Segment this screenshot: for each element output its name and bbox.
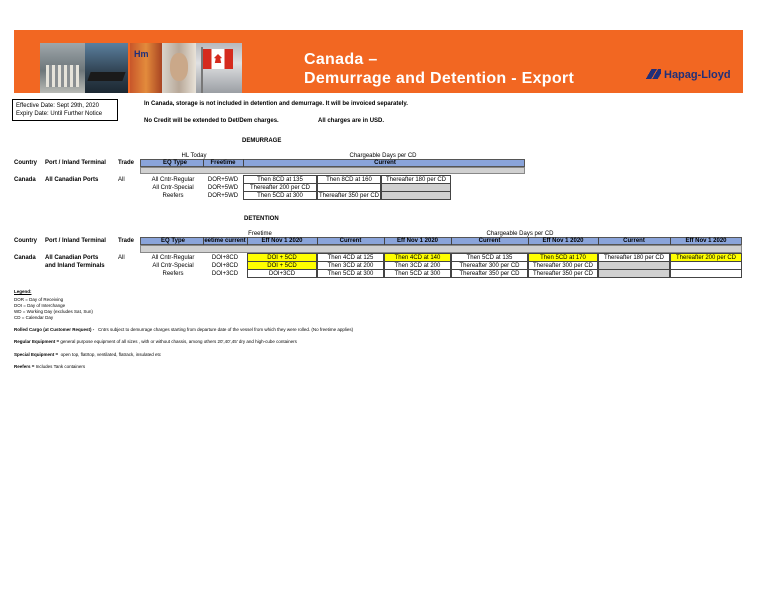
storage-note: In Canada, storage is not included in detention and demurrage. It will be invoiced separately. (144, 101, 408, 107)
det-row2-free-eff: DOI + 5CD (247, 261, 317, 270)
dem-row1-eq: All Cntr-Regular (151, 177, 195, 183)
legend-reefers-label: Reefers = (14, 364, 35, 369)
legend-cd: CD = Calendar Day (14, 315, 54, 320)
logo-text: Hapag-Lloyd (664, 69, 731, 81)
det-row1-free-eff: DOI + 5CD (247, 253, 317, 262)
canada-flag-icon (203, 49, 233, 69)
detention-title: DETENTION (244, 216, 279, 222)
det-col-trade: Trade (118, 238, 135, 244)
det-chargeable-label: Chargeable Days per CD (486, 231, 554, 237)
dem-row1-c2: Then 8CD at 160 (317, 175, 381, 184)
dem-trade: All (118, 177, 125, 183)
page-title-line1: Canada – (304, 51, 378, 68)
det-col-free-current: eetime current (204, 238, 246, 244)
header-banner (14, 30, 743, 93)
det-col-eff2: Eff Nov 1 2020 (542, 238, 584, 244)
det-row1-e1: Then 4CD at 140 (384, 253, 451, 262)
det-trade: All (118, 255, 125, 261)
det-row3-free-eff: DOI+3CD (247, 269, 317, 278)
det-row2-e1: Then 3CD at 200 (384, 261, 451, 270)
page-title-line2: Demurrage and Detention - Export (304, 70, 575, 87)
det-row3-e1: Then 5CD at 300 (384, 269, 451, 278)
det-row3-c2: Thereafter 350 per CD (451, 269, 528, 278)
det-col-free-eff: Eff Nov 1 2020 (261, 238, 303, 244)
legend-dor: DOR = Day of Receiving (14, 297, 64, 302)
demurrage-title: DEMURRAGE (242, 138, 282, 144)
det-row3-free-cur: DOI+3CD (211, 271, 239, 277)
canada-flag-photo (196, 43, 242, 93)
hapag-lloyd-logo (645, 69, 731, 81)
dem-row3-c1: Then 5CD at 300 (243, 191, 317, 200)
dem-row1-c3: Thereafter 180 per CD (381, 175, 451, 184)
demurrage-spacer-bar (140, 167, 525, 174)
legend-regular (14, 339, 297, 345)
legend-special-label: Special Equipment = (14, 352, 59, 357)
legend-regular-label: Regular Equipment = (14, 339, 60, 344)
det-row3-c3 (598, 269, 670, 278)
det-port-line2: and Inland Terminals (45, 263, 105, 269)
dem-col-eq: EQ Type (163, 160, 187, 166)
dem-row3-free: DOR+5WD (207, 193, 239, 199)
detention-spacer-bar (140, 245, 742, 253)
det-row2-c1: Then 3CD at 200 (317, 261, 384, 270)
legend-special-text: open top, flatrtop, ventilated, flatrack, insulated etc (60, 352, 161, 357)
currency-note: All charges are in USD. (318, 118, 385, 124)
dem-country: Canada (14, 177, 36, 183)
det-row2-c2: Thereafter 300 per CD (451, 261, 528, 270)
dem-row2-c1: Thereafter 200 per CD (243, 183, 317, 192)
legend-wd: WD = Working Day (excludes Sat, Sun) (14, 309, 93, 314)
dem-col-freetime: Freetime (210, 160, 236, 166)
legend-special (14, 352, 161, 358)
container-photo (130, 43, 162, 93)
dem-row3-eq: Reefers (162, 193, 184, 199)
legend-reefers (14, 364, 85, 370)
det-col-cur1: Current (339, 238, 362, 244)
dem-col-current: Current (374, 160, 396, 166)
det-country: Canada (14, 255, 36, 261)
legend-title: Legend: (14, 289, 32, 294)
people-photo (162, 43, 196, 93)
dem-col-country: Country (14, 160, 37, 166)
det-row3-eq: Reefers (162, 271, 184, 277)
det-row1-eq: All Cntr-Regular (151, 255, 195, 261)
legend-regular-text: general purpose equipment of all sizes , with or without chassis, among others 20',40',45' dry and high-cube containers (60, 339, 297, 344)
det-col-eff3: Eff Nov 1 2020 (685, 238, 727, 244)
det-col-port: Port / Inland Terminal (45, 238, 106, 244)
legend-rolled-label: Rolled Cargo (at Customer Request) - (14, 327, 95, 332)
legend-reefers-text: Includes Tank containers (35, 364, 86, 369)
det-row1-c2: Then 5CD at 135 (451, 253, 528, 262)
det-row3-c1: Then 5CD at 300 (317, 269, 384, 278)
credit-note: No Credit will be extended to Det/Dem charges. (144, 118, 279, 124)
det-row1-c1: Then 4CD at 125 (317, 253, 384, 262)
dem-col-trade: Trade (118, 160, 135, 166)
det-col-cur3: Current (623, 238, 645, 244)
det-row1-e2: Then 5CD at 170 (528, 253, 598, 262)
container-logo-text: Hm (134, 49, 149, 59)
det-row2-e2: Thereafter 300 per CD (528, 261, 598, 270)
legend-rolled (14, 327, 353, 333)
legend-doi: DOI = Day of Interchange (14, 303, 66, 308)
det-col-eff1: Eff Nov 1 2020 (396, 238, 439, 244)
det-row1-free-cur: DOI+8CD (211, 255, 239, 261)
dem-row2-free: DOR+5WD (207, 185, 239, 191)
det-port-line1: All Canadian Ports (45, 255, 99, 261)
building-photo (40, 43, 85, 93)
dem-row1-c1: Then 8CD at 135 (243, 175, 317, 184)
det-row1-e3: Thereafter 200 per CD (670, 253, 742, 262)
expiry-date: Expiry Date: Until Further Notice (16, 111, 103, 117)
det-freetime-label: Freetime (248, 231, 272, 237)
det-row3-e3 (670, 269, 742, 278)
dem-row2-eq: All Cntr-Special (152, 185, 194, 191)
det-row2-eq: All Cntr-Special (152, 263, 194, 269)
dem-col-port: Port / Inland Terminal (45, 160, 106, 166)
det-col-cur2: Current (478, 238, 501, 244)
validity-box (12, 99, 118, 121)
det-col-eq: EQ Type (161, 238, 185, 244)
dem-port: All Canadian Ports (45, 177, 99, 183)
det-row2-free-cur: DOI+8CD (211, 263, 239, 269)
chargeable-days-label: Chargeable Days per CD (349, 153, 417, 159)
det-row3-e2: Thereafter 350 per CD (528, 269, 598, 278)
det-col-country: Country (14, 238, 37, 244)
dem-row3-c2: Thereafter 350 per CD (318, 193, 380, 199)
effective-date: Effective Date: Sept 29th, 2020 (16, 103, 99, 109)
logo-icon (645, 69, 661, 79)
dem-row3-c3 (381, 191, 451, 200)
dem-row1-free: DOR+5WD (207, 177, 239, 183)
hl-today-label: HL Today (181, 153, 207, 159)
legend-rolled-text: Cntrs subject to demurrage charges starting from departure date of the vessel from which they were rolled. (No freetime applies) (98, 327, 354, 332)
det-row1-c3: Thereafter 180 per CD (598, 253, 670, 262)
ship-photo (85, 43, 128, 93)
